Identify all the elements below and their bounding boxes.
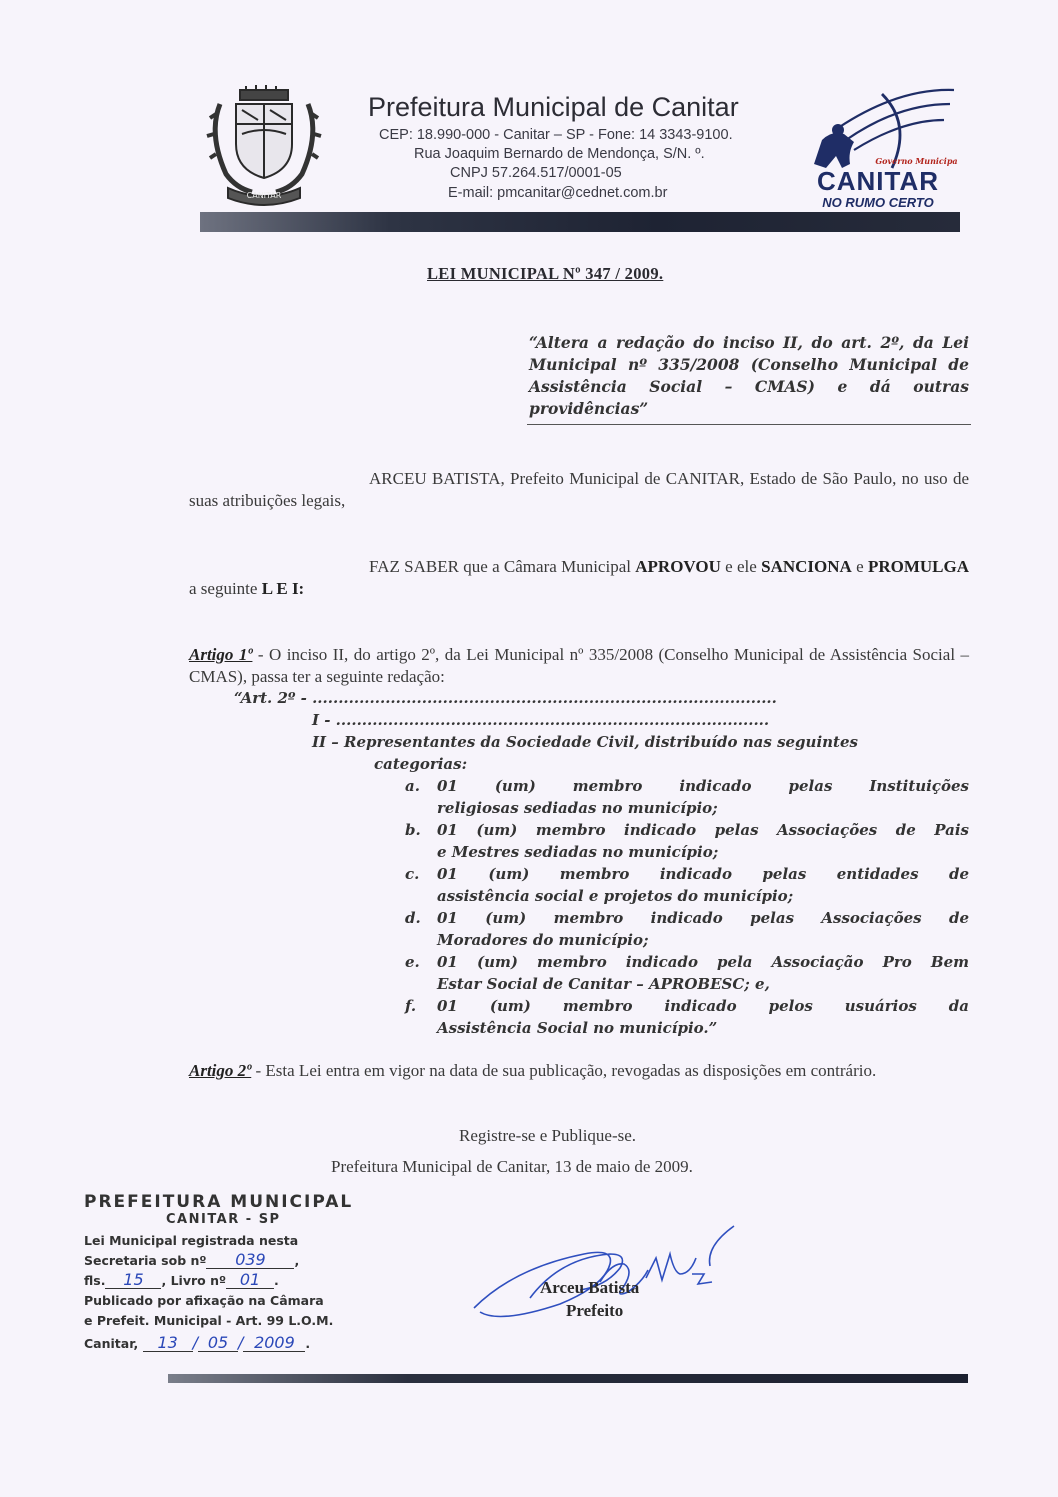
stamp-year-handwritten: 2009 <box>243 1335 305 1352</box>
stamp-line-2: Secretaria sob nº 039 , <box>84 1250 300 1269</box>
stamp-line-3: fls. 15 , Livro nº 01 . <box>84 1270 279 1289</box>
signer-name: Arceu Batista <box>540 1278 640 1297</box>
header-title: Prefeitura Municipal de Canitar <box>368 92 739 122</box>
law-title: LEI MUNICIPAL Nº 347 / 2009. <box>427 264 664 283</box>
stamp-month-handwritten: 05 <box>198 1335 238 1352</box>
svg-text:NO RUMO CERTO: NO RUMO CERTO <box>822 195 934 210</box>
intro-paragraph: ARCEU BATISTA, Prefeito Municipal de CANITAR, Estado de São Paulo, no uso de suas atribuições legais, <box>189 469 969 510</box>
registration-stamp <box>84 1192 374 1354</box>
stamp-book-handwritten: 01 <box>226 1272 274 1289</box>
signer-role: Prefeito <box>566 1301 624 1320</box>
stamp-line-1: Lei Municipal registrada nesta <box>84 1233 299 1248</box>
quote-inciso-i: I - ................................................................................... <box>312 711 770 729</box>
list-item: f. 01 (um) membro indicado pelos usuários da Assistência Social no município.” <box>405 997 969 1037</box>
stamp-line-4: Publicado por afixação na Câmara <box>84 1293 324 1308</box>
article-1-label: Artigo 1º <box>189 645 253 664</box>
header-divider <box>200 212 960 232</box>
stamp-subtitle: CANITAR - SP <box>166 1212 281 1227</box>
header-address-street: Rua Joaquim Bernardo de Mendonça, S/N. º. <box>414 146 705 162</box>
list-item: a. 01 (um) membro indicado pelas Instituições religiosas sediadas no município; <box>405 777 969 817</box>
header-cnpj: CNPJ 57.264.517/0001-05 <box>450 165 622 181</box>
list-item: e. 01 (um) membro indicado pela Associação Pro Bem Estar Social de Canitar – APROBESC; e, <box>405 953 969 993</box>
list-item: d. 01 (um) membro indicado pelas Associações de Moradores do município; <box>405 909 969 949</box>
list-item: c. 01 (um) membro indicado pelas entidades de assistência social e projetos do município; <box>405 865 969 905</box>
svg-text:CANITAR: CANITAR <box>816 166 940 196</box>
article-2: Artigo 2º - Esta Lei entra em vigor na data de sua publicação, revogadas as disposições em contrário. <box>189 1061 877 1080</box>
municipal-crest-icon <box>206 84 322 208</box>
list-item: b. 01 (um) membro indicado pelas Associações de Pais e Mestres sediadas no município; <box>405 821 969 861</box>
stamp-fls-handwritten: 15 <box>105 1272 161 1289</box>
stamp-line-6: Canitar, 13 / 05 / 2009 . <box>84 1333 311 1352</box>
article-2-label: Artigo 2º <box>189 1061 252 1080</box>
svg-text:CANITAR: CANITAR <box>246 191 282 200</box>
faz-saber-paragraph: FAZ SABER que a Câmara Municipal APROVOU e ele SANCIONA e PROMULGA a seguinte L E I: <box>189 557 969 598</box>
svg-text:Governo Municipal: Governo Municipal <box>875 156 958 166</box>
stamp-day-handwritten: 13 <box>143 1335 193 1352</box>
header-email: E-mail: pmcanitar@cednet.com.br <box>448 185 668 201</box>
law-ementa: “Altera a redação do inciso II, do art. 2º, da Lei Municipal nº 335/2008 (Conselho Municipal de Assistência Social – CMAS) e dá outras providências” <box>529 333 969 418</box>
registre-line: Registre-se e Publique-se. <box>459 1126 637 1145</box>
quote-art-2: “Art. 2º - ......................................................................................... <box>234 689 777 707</box>
stamp-number-handwritten: 039 <box>206 1252 294 1269</box>
ementa-underline <box>527 424 971 425</box>
quote-inciso-ii: II – Representantes da Sociedade Civil, distribuído nas seguintes <box>312 733 858 751</box>
date-line: Prefeitura Municipal de Canitar, 13 de maio de 2009. <box>331 1157 693 1176</box>
stamp-line-5: e Prefeit. Municipal - Art. 99 L.O.M. <box>84 1313 334 1328</box>
footer-divider <box>168 1374 968 1383</box>
article-1: Artigo 1º - O inciso II, do artigo 2º, da Lei Municipal nº 335/2008 (Conselho Municipal de Assistência Social – CMAS), passa ter a seguinte redação: <box>189 645 969 686</box>
header-address-cep: CEP: 18.990-000 - Canitar – SP - Fone: 14 3343-9100. <box>379 127 733 143</box>
stamp-title: PREFEITURA MUNICIPAL <box>84 1192 354 1212</box>
canitar-logo <box>798 88 958 210</box>
quote-inciso-ii-cont: categorias: <box>374 755 468 773</box>
